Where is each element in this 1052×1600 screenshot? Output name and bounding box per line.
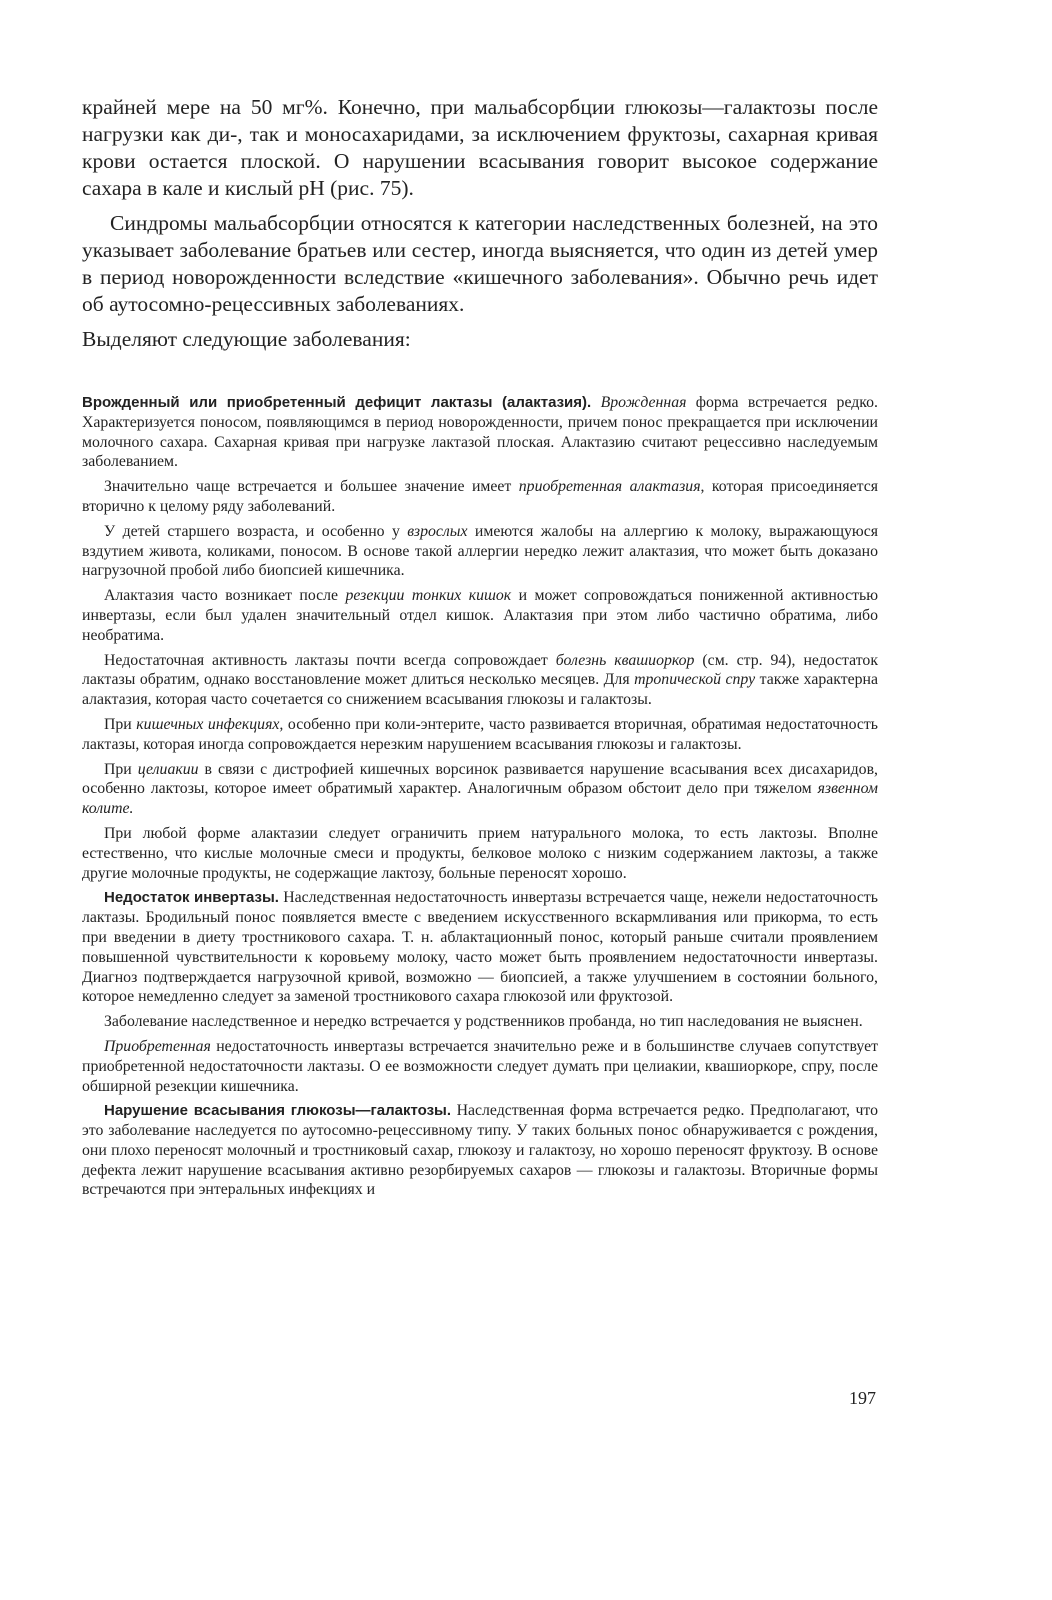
section-title: Недостаток инвертазы.: [104, 889, 279, 907]
paragraph: [82, 477, 878, 517]
paragraph-text: имеются жалобы на аллергию к молоку, выражающуюся вздутием живота, коликами, поносом. В основе такой аллергии нередко лежит алактазия, что может быть доказано нагрузочной пробой либо биопсией кишечника.: [82, 522, 878, 580]
italic-term: целиакии: [137, 760, 199, 778]
paragraph-text: , которая присоединяется вторично к целому ряду заболеваний.: [82, 478, 878, 515]
page-number: 197: [849, 1388, 876, 1408]
paragraph-text: недостаточность инвертазы встречается значительно реже и в большинстве случаев сопутствует приобретенной недостаточности лактазы. О ее возможности следует думать при целиакии, квашиоркоре, спру, после обширной резекции кишечника.: [82, 1037, 878, 1095]
paragraph-text: Алактазия часто возникает после: [104, 587, 346, 605]
paragraph: При любой форме алактазии следует ограничить прием натурального молока, то есть лактозы. Вполне естественно, что кислые молочные смеси и продукты, белковое молоко с низким содержанием лактозы, а также другие молочные продукты, не содержащие лактозу, больные переносят хорошо.: [82, 824, 878, 882]
italic-term: тропической спру: [634, 671, 756, 689]
paragraph-text: Недостаточная активность лактазы почти всегда сопровождает: [104, 651, 556, 669]
paragraph-text: форма встречается редко. Характеризуется поносом, появляющимся в период новорожденности, причем понос прекращается при исключении молочного сахара. Сахарная кривая при нагрузке лактазой плоская. Алактазию считают рецессивно наследуемым заболеванием.: [82, 394, 879, 471]
paragraph-text: (см. стр. 94), недостаток лактазы обратим, однако восстановление может длиться несколько месяцев. Для: [82, 651, 879, 689]
intro-block: [82, 94, 878, 361]
paragraph-text: и может сопровождаться пониженной активностью инвертазы, если был удален значительный отдел кишок. Алактазия при этом либо частично обратима, либо необратима.: [82, 587, 878, 644]
paragraph-text: также характерна алактазия, которая часто сочетается со снижением всасывания глюкозы и галактозы.: [82, 671, 878, 709]
paragraph: [82, 586, 878, 645]
italic-term: болезнь квашиоркор: [555, 651, 695, 669]
section-invertase: [82, 888, 878, 1007]
italic-term: резекции тонких кишок: [345, 587, 512, 605]
italic-term: взрослых: [407, 522, 468, 540]
paragraph: Заболевание наследственное и нередко встречается у родственников пробанда, но тип наследования не выяснен.: [104, 1013, 863, 1031]
italic-term: Приобретенная: [104, 1037, 211, 1055]
paragraph: [82, 651, 878, 710]
section-glucose-galactose: [82, 1101, 878, 1200]
paragraph: [82, 1037, 878, 1096]
section-title: Нарушение всасывания глюкозы—галактозы.: [104, 1102, 452, 1120]
intro-paragraph-3: Выделяют следующие заболевания:: [82, 327, 411, 351]
paragraph: [82, 760, 878, 819]
italic-term: Врожденная: [600, 394, 687, 411]
paragraph-text: Наследственная форма встречается редко. Предполагают, что это заболевание наследуется по аутосомно-рецессивному типу. У таких больных понос обнаруживается с рождения, они плохо переносят молочный и тростниковый сахар, глюкозу и галактозу, но хорошо переносят фруктозу. В основе дефекта лежит нарушение всасывания активно резорбируемых сахаров — глюкозы и галактозы. Вторичные формы встречаются при энтеральных инфекциях и: [82, 1102, 878, 1199]
paragraph-text: При: [104, 715, 137, 733]
paragraph: [82, 522, 878, 581]
intro-paragraph-2: Синдромы мальабсорбции относятся к категории наследственных болезней, на это указывает заболевание братьев или сестер, иногда выясняется, что один из детей умер в период новорожденности вследствие «кишечного заболевания». Обычно речь идет об аутосомно-рецессивных заболеваниях.: [82, 211, 878, 316]
paragraph-text: Наследственная недостаточность инвертазы встречается чаще, нежели недостаточность лактазы. Бродильный понос появляется вместе с введением искусственного вскармливания или прикорма, то есть при введении в диету тростникового сахара. Т. н. аблактационный понос, который раньше считали проявлением повышенной чувствительности к коровьему молоку, часто может быть проявлением недостаточности инвертазы. Диагноз подтверждается нагрузочной кривой, возможно — биопсией, а также улучшением в состоянии больного, которое немедленно следует за заменой тростникового сахара глюкозой или фруктозой.: [82, 889, 878, 1006]
paragraph-text: При: [104, 760, 138, 778]
section-lactase: [82, 393, 878, 472]
italic-term: кишечных инфекциях,: [136, 715, 284, 733]
paragraph: [82, 715, 878, 755]
paragraph-text: У детей старшего возраста, и особенно у: [104, 522, 408, 540]
paragraph-text: особенно при коли-энтерите, часто развивается вторичная, обратимая недостаточность лактазы, которая иногда сопровождается нерезким нарушением всасывания глюкозы и галактозы.: [82, 715, 878, 753]
italic-term: язвенном колите.: [82, 780, 878, 818]
paragraph-text: Значительно чаще встречается и большее значение имеет: [104, 478, 519, 496]
body-block: [82, 393, 878, 1205]
paragraph-text: в связи с дистрофией кишечных ворсинок развивается нарушение всасывания всех дисахаридов, особенно лактозы, которое имеет обратимый характер. Аналогичным образом обстоит дело при тяжелом: [82, 760, 878, 798]
section-title: Врожденный или приобретенный дефицит лактазы (алактазия).: [82, 394, 592, 411]
intro-paragraph-1: крайней мере на 50 мг%. Конечно, при мальабсорбции глюкозы—галактозы после нагрузки как ди-, так и моносахаридами, за исключением фруктозы, сахарная кривая крови остается плоской. О нарушении всасывания говорит высокое содержание сахара в кале и кислый pH (рис. 75).: [82, 95, 878, 200]
italic-term: приобретенная алактазия: [518, 478, 701, 496]
